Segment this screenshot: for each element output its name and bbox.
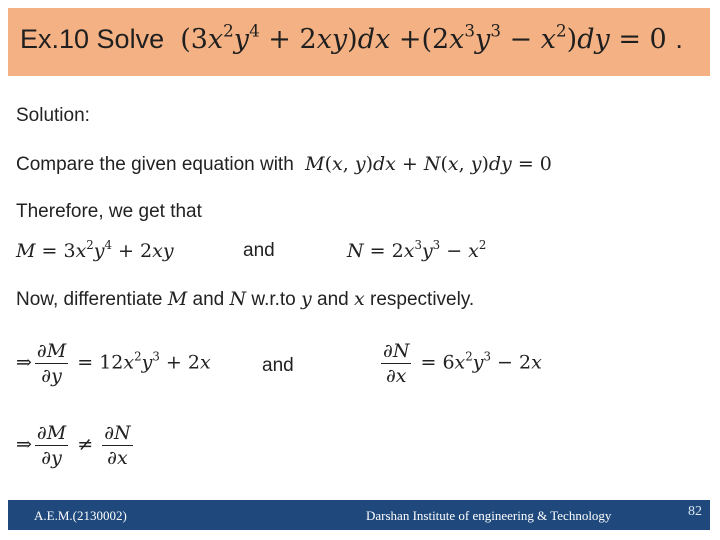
course-code: A.E.M.(2130002) <box>34 508 127 523</box>
compare-text: Compare the given equation with <box>16 154 294 175</box>
page-number: 82 <box>688 504 702 519</box>
solution-label: Solution: <box>16 105 90 126</box>
footer-bar <box>8 500 710 530</box>
m-definition: $M = 3x^2y^4 + 2xy$ <box>16 237 174 262</box>
and-word-2: and <box>262 355 294 376</box>
differentiate-wrt: w.r.to <box>251 289 296 310</box>
title-period: . <box>675 24 683 54</box>
not-exact-equation: ⇒ $\frac{\partial M}{\partial y}$ ≠ $\frac{\partial N}{\partial x}$ <box>16 422 131 469</box>
title-prefix: Ex.10 Solve <box>20 24 165 54</box>
institute-name: Darshan Institute of engineering & Technology <box>366 508 612 523</box>
compare-line <box>16 153 552 176</box>
differentiate-and: and <box>192 289 225 310</box>
and-word-1: and <box>243 240 275 261</box>
partial-n-equation: $\frac{\partial N}{\partial x}$ = $6x^2y^3 - 2x$ <box>383 340 542 387</box>
general-form-equation: M(x, y)dx + N(x, y)dy = 0 <box>305 153 552 175</box>
partial-m-equation: ⇒ $\frac{\partial M}{\partial y}$ = $12x^2y^3 + 2x$ <box>16 340 211 387</box>
differentiate-text: Now, differentiate <box>16 289 163 310</box>
title-equation: $(3x^2y^4 + 2xy)dx +(2x^3y^3 - x^2)dy = 0$ <box>171 20 676 55</box>
n-definition: $N = 2x^3y^3 - x^2$ <box>347 237 487 262</box>
differentiate-and-2: and <box>317 289 349 310</box>
differentiate-line: Now, differentiate M and N w.r.to y and x respectively. <box>16 288 475 310</box>
slide-title <box>20 20 683 55</box>
therefore-line: Therefore, we get that <box>16 201 202 222</box>
differentiate-tail: respectively. <box>370 289 475 310</box>
title-bar <box>8 8 710 76</box>
